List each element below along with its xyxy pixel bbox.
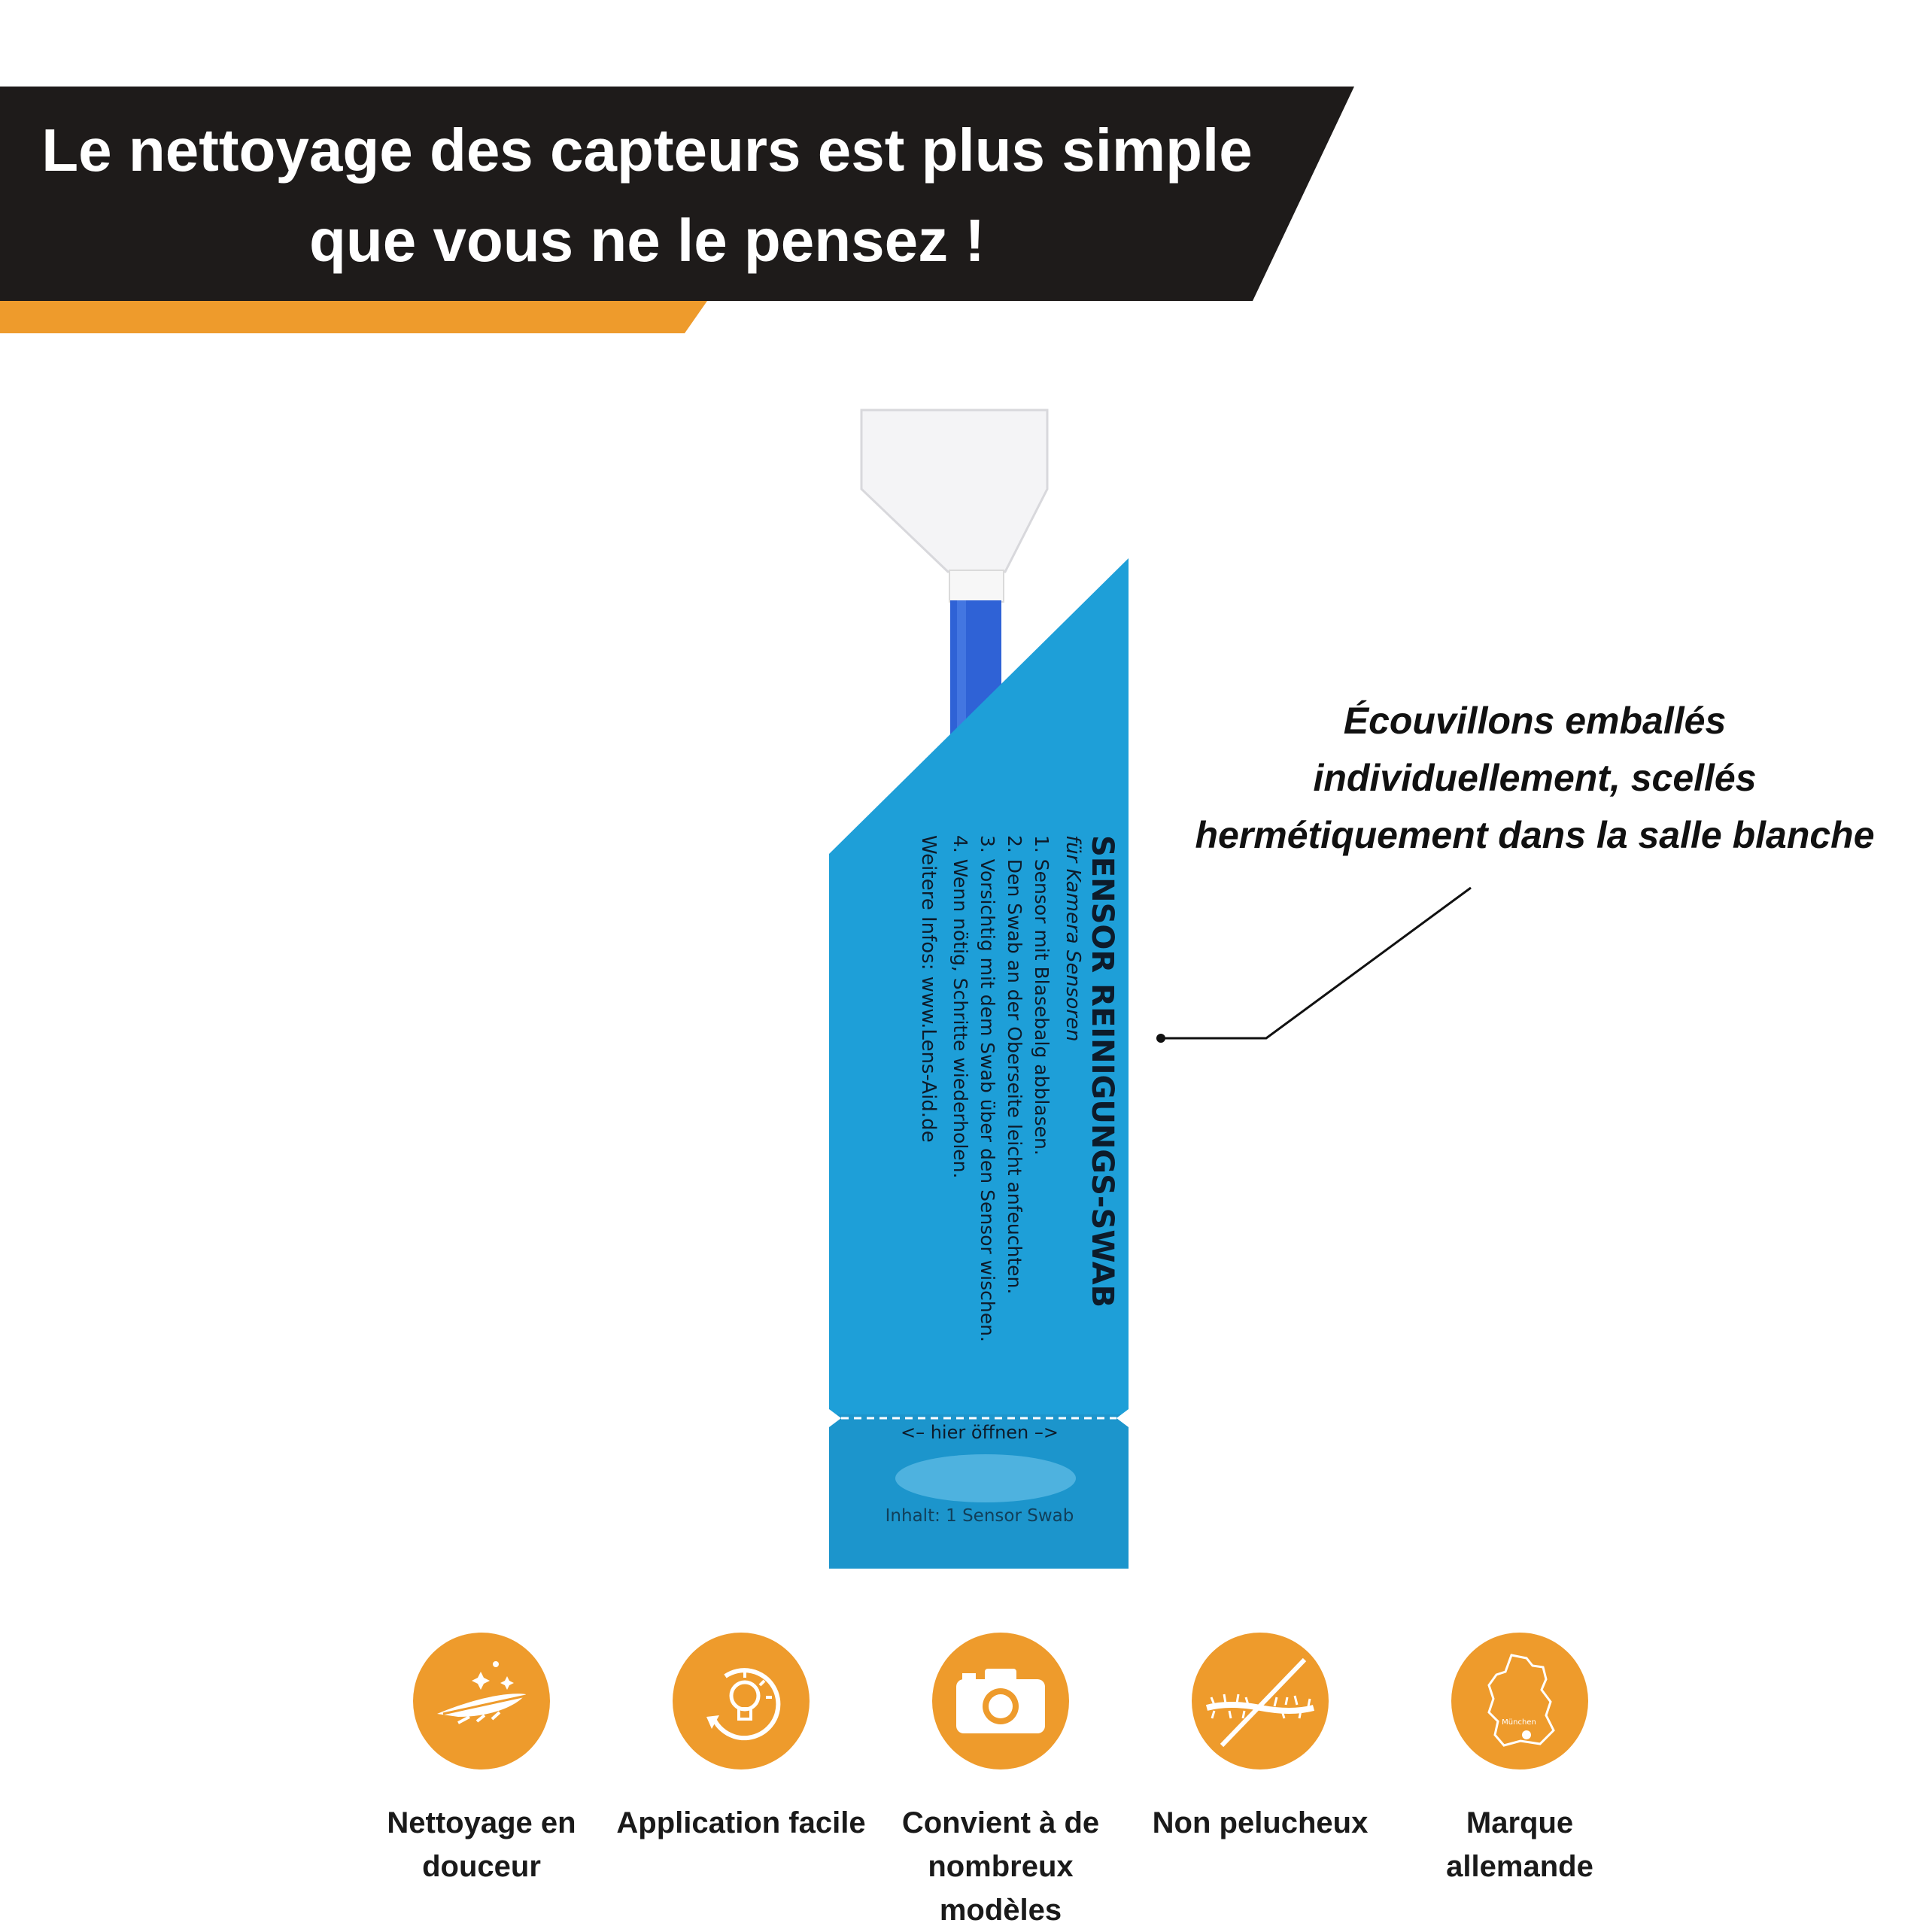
callout-line [1161, 888, 1471, 1038]
callout-line-3: hermétiquement dans la salle blanche [1195, 814, 1875, 856]
callout-line-1: Écouvillons emballés [1343, 700, 1727, 742]
feature-compatibility [873, 1633, 1129, 1932]
feature-label-line-1: Convient à de [901, 1806, 1100, 1839]
packet-step-3: 3. Vorsichtig mit dem Swab über den Sensor wischen. [977, 835, 998, 1342]
camera-icon [932, 1633, 1069, 1769]
packet-title: SENSOR REINIGUNGS-SWAB [1085, 835, 1119, 1308]
munich-label: München [1502, 1718, 1536, 1727]
packet-tear-label: <– hier öffnen –> [900, 1422, 1059, 1443]
feature-label-line-2: douceur [422, 1850, 541, 1883]
packet-info: Weitere Infos: www.Lens-Aid.de [917, 835, 940, 1143]
feature-german-brand [1392, 1633, 1648, 1888]
packet-step-1: 1. Sensor mit Blasebalg abblasen. [1031, 835, 1053, 1156]
lightbulb-icon [673, 1633, 810, 1769]
feature-gentle-cleaning [354, 1633, 609, 1888]
packet-contents: Inhalt: 1 Sensor Swab [885, 1506, 1074, 1526]
packet-step-2: 2. Den Swab an der Oberseite leicht anfeuchten. [1004, 835, 1025, 1295]
feature-label-line-2: nombreux [928, 1850, 1074, 1883]
callout-line-2: individuellement, scellés [1313, 757, 1757, 799]
swab-neck [949, 570, 1004, 602]
headline-line-1: Le nettoyage des capteurs est plus simple [41, 117, 1253, 184]
packet-subtitle: für Kamera Sensoren [1062, 835, 1084, 1042]
callout-text [1181, 692, 1888, 864]
feature-label-line-1: Marque [1466, 1806, 1574, 1839]
packet-step-4: 4. Wenn nötig, Schritte wiederholen. [949, 835, 971, 1179]
germany-map-icon [1451, 1633, 1588, 1769]
no-lint-icon [1192, 1633, 1329, 1769]
feature-list [354, 1633, 1648, 1927]
feature-easy-application [613, 1633, 869, 1845]
feature-label-line-1: Nettoyage en [387, 1806, 576, 1839]
feature-lint-free [1132, 1633, 1388, 1845]
headline-line-2: que vous ne le pensez ! [308, 207, 985, 274]
feature-label-line-1: Application facile [616, 1806, 866, 1839]
feature-label-line-2: allemande [1446, 1850, 1593, 1883]
callout-dot [1156, 1034, 1165, 1043]
feature-label-line-3: modèles [939, 1894, 1062, 1927]
feature-label-line-1: Non pelucheux [1152, 1806, 1369, 1839]
swab-head [861, 410, 1047, 572]
feather-icon [413, 1633, 550, 1769]
